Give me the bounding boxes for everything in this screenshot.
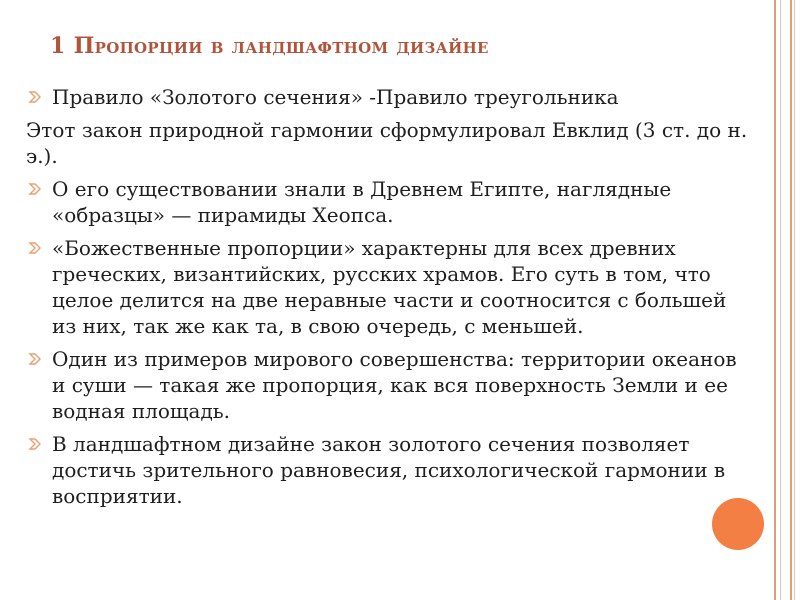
paragraph-text: Правило «Золотого сечения» -Правило треугольника <box>52 85 619 109</box>
paragraph-text: О его существовании знали в Древнем Египте, наглядные «образцы» — пирамиды Хеопса. <box>52 177 672 227</box>
border-line <box>774 0 776 600</box>
border-line <box>794 0 795 600</box>
plain-paragraph <box>26 117 756 169</box>
border-line <box>780 0 781 600</box>
paragraph-text: Этот закон природной гармонии сформулировал Евклид (3 ст. до н. э.). <box>26 118 748 168</box>
border-line <box>790 0 792 600</box>
orange-circle-decoration <box>712 498 764 550</box>
paragraph-text: Один из примеров мирового совершенства: территории океанов и суши — такая же пропорция, как вся поверхность Земли и ее водная площадь. <box>52 347 737 423</box>
bullet-paragraph <box>26 235 756 339</box>
paragraph-text: В ландшафтном дизайне закон золотого сечения позволяет достичь зрительного равновесия, психологической гармонии в восприятии. <box>52 432 726 508</box>
diamond-bullet-icon <box>28 90 42 104</box>
diamond-bullet-icon <box>28 241 42 255</box>
diamond-bullet-icon <box>28 352 42 366</box>
bullet-paragraph <box>26 176 756 228</box>
bullet-paragraph <box>26 84 756 110</box>
slide-title: 1 Пропорции в ландшафтном дизайне <box>50 33 489 59</box>
bullet-paragraph <box>26 346 756 424</box>
diamond-bullet-icon <box>28 437 42 451</box>
paragraph-text: «Божественные пропорции» характерны для всех древних греческих, византийских, русских храмов. Его суть в том, что целое делится на две неравные части и соотносится с большей из них, так же как та, в свою очередь, с меньшей. <box>52 236 727 338</box>
slide-body <box>26 84 756 516</box>
bullet-paragraph <box>26 431 756 509</box>
diamond-bullet-icon <box>28 182 42 196</box>
